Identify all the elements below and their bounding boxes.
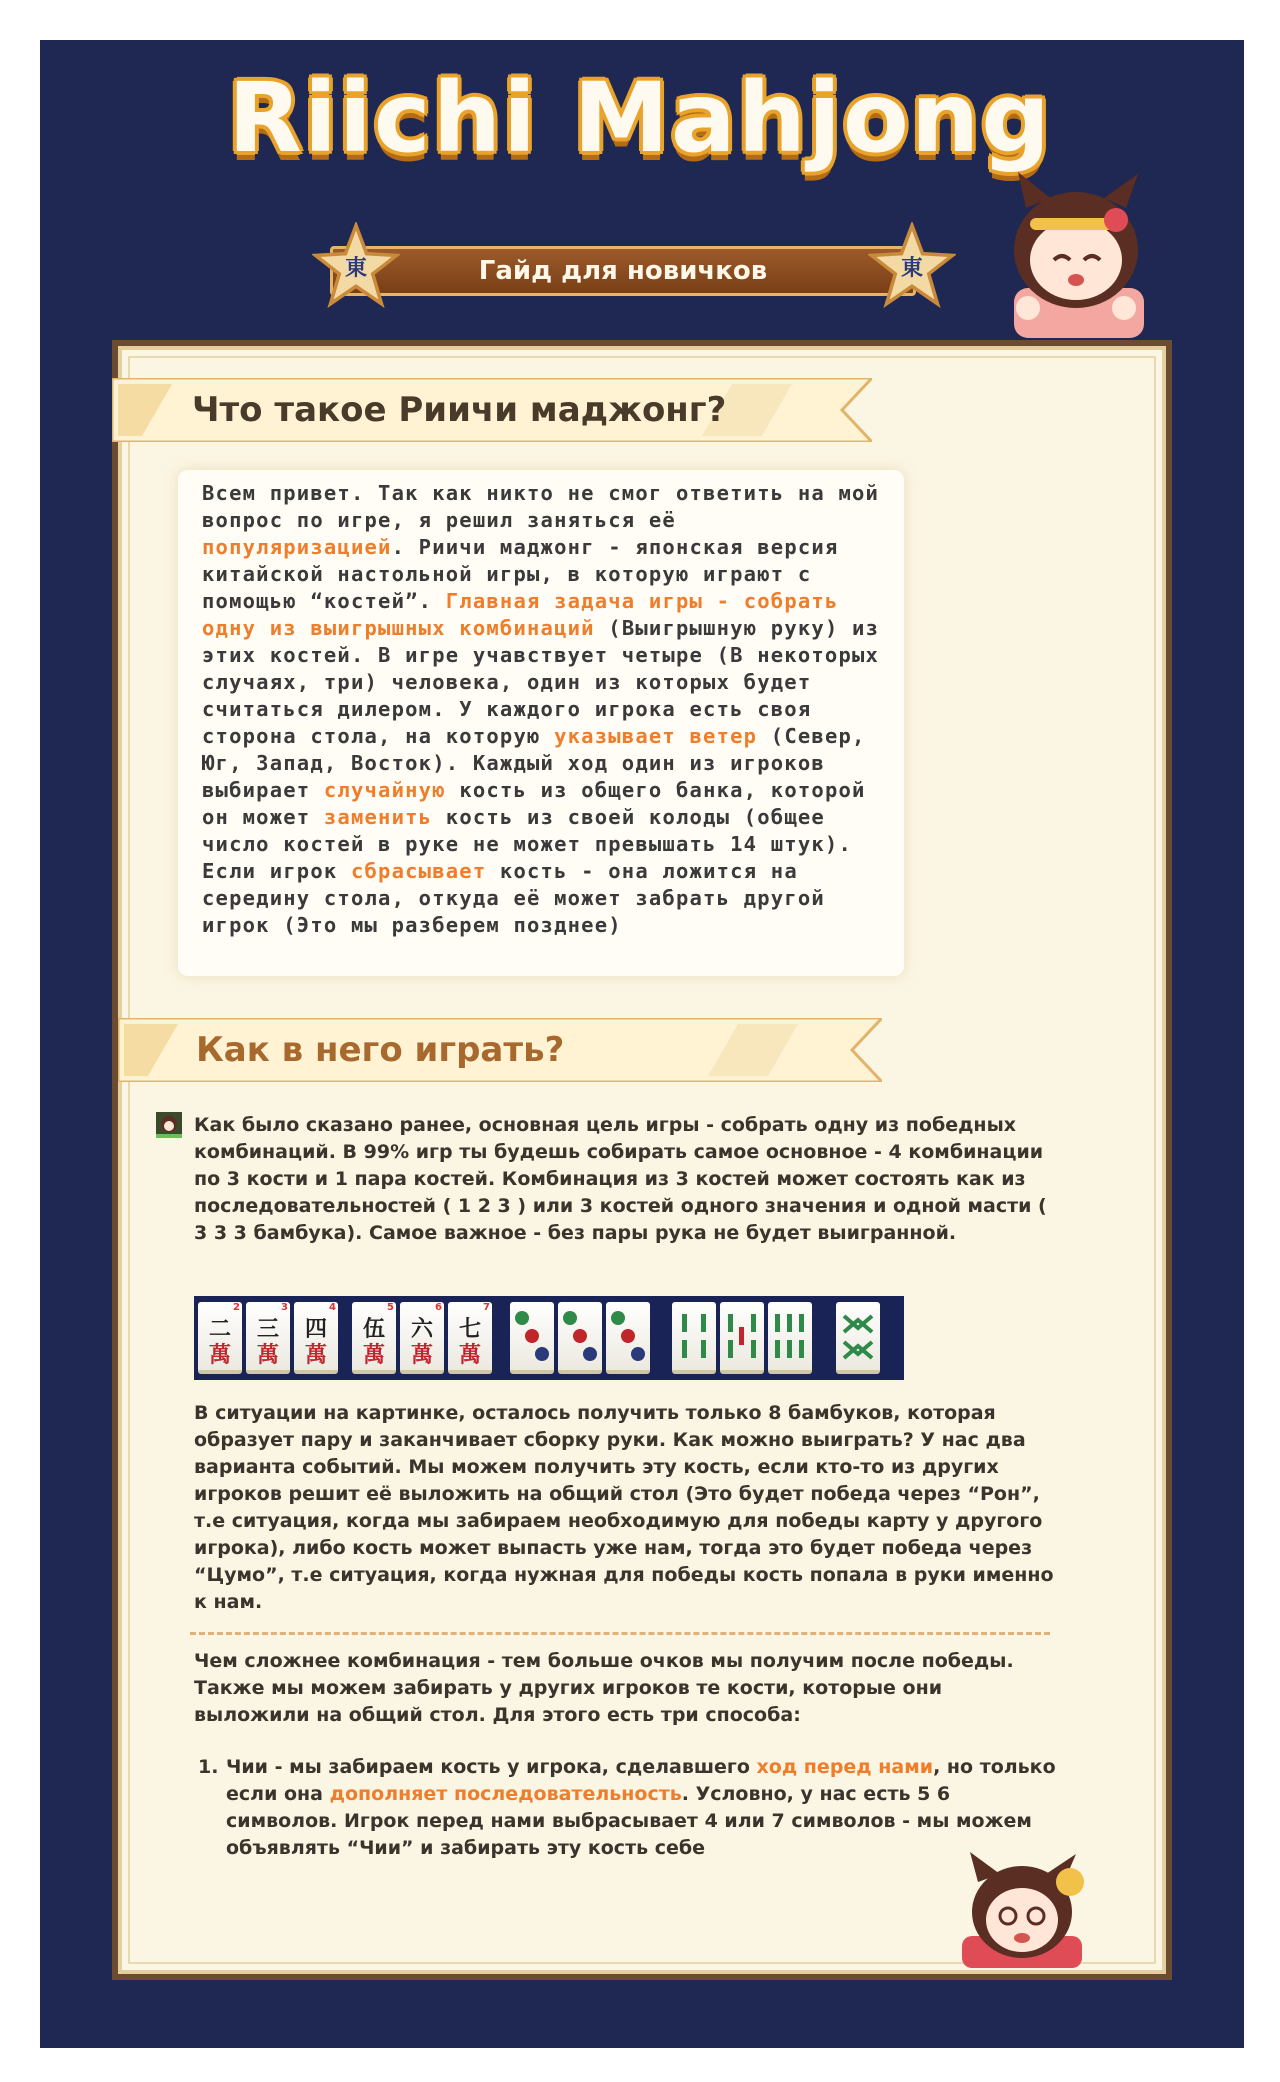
mahjong-tile (400, 1302, 444, 1374)
tile-number: 2 (233, 1302, 240, 1313)
tile-glyph: 四 (304, 1317, 327, 1342)
circle-tile (510, 1302, 554, 1374)
circle-tile (558, 1302, 602, 1374)
highlight-text: популяризацией (202, 535, 392, 559)
tile-number: 3 (281, 1302, 288, 1313)
highlight-text: случайную (323, 778, 446, 802)
subtitle-text: Гайд для новичков (478, 256, 768, 286)
text-run: кость из своей колоды (общее число костей в руке не может превышать 14 штук). Если игрок (202, 805, 853, 883)
tile-glyph: 六 (410, 1317, 433, 1342)
star-icon (312, 222, 400, 310)
tile-suit: 萬 (362, 1343, 385, 1368)
tile-glyph: 三 (256, 1317, 279, 1342)
rules-paragraph: Как было сказано ранее, основная цель игры - собрать одну из победных комбинаций. В 99% игр ты будешь собирать самое основное - 4 комбинации по 3 кости и 1 пара костей. Комбинация из 3 костей может состоять как из последовательностей ( 1 2 3 ) или 3 костей одного значения и одной масти ( 3 3 3 бамбука). Самое важное - без пары рука не будет выигранной. (194, 1114, 1047, 1244)
text-run: кость из общего банка, которой он может (202, 778, 866, 829)
mahjong-tile (294, 1302, 338, 1374)
bamboo-tile (836, 1302, 880, 1374)
mascot-illustration (988, 168, 1164, 338)
mahjong-tile (352, 1302, 396, 1374)
highlight-text: Главная задача игры - собрать одну из выигрышных комбинаций (202, 589, 839, 640)
page-title: Riichi Mahjong (228, 62, 1052, 174)
tile-glyph: 七 (458, 1317, 481, 1342)
calls-list (198, 1754, 1058, 1862)
list-item (198, 1754, 1058, 1862)
text-run: Чии - мы забираем кость у игрока, сделавшего (226, 1756, 757, 1778)
tile-suit: 萬 (458, 1343, 481, 1368)
highlight-text: указывает ветер (554, 724, 758, 748)
tile-number: 7 (483, 1302, 490, 1313)
highlight-text: ход перед нами (756, 1756, 934, 1778)
text-run: кость - она ложится на середину стола, откуда её может забрать другой игрок (Это мы разберем позднее) (202, 859, 825, 937)
section-heading: Что такое Риичи маджонг? (192, 390, 727, 430)
mascot-illustration (952, 1852, 1092, 1968)
calls-intro-paragraph: Чем сложнее комбинация - тем больше очков мы получим после победы. Также мы можем забирать у других игроков те кости, которые они выложили на общий стол. Для этого есть три способа: (194, 1650, 1014, 1726)
list-item-text (226, 1754, 1058, 1862)
text-run: , но только если она (226, 1756, 1056, 1805)
text-run: (Север, Юг, Запад, Восток). Каждый ход один из игроков выбирает (202, 724, 866, 802)
text-run: (Выигрышную руку) из этих костей. В игре учавствует четыре (В некоторых случаях, три) человека, один из которых будет считаться дилером. У каждого игрока есть своя сторона стола, на которую (202, 616, 880, 748)
section-heading-ribbon (112, 378, 872, 442)
tile-number: 5 (387, 1302, 394, 1313)
tile-suit: 萬 (304, 1343, 327, 1368)
tile-number: 6 (435, 1302, 442, 1313)
mahjong-tile (448, 1302, 492, 1374)
mahjong-tile (198, 1302, 242, 1374)
text-run: . Условно, у нас есть 5 6 символов. Игрок перед нами выбрасывает 4 или 7 символов - мы можем объявлять “Чии” и забирать эту кость себе (226, 1783, 1032, 1859)
tile-suit: 萬 (410, 1343, 433, 1368)
avatar-icon (156, 1112, 182, 1138)
bamboo-tile (768, 1302, 812, 1374)
tile-number: 4 (329, 1302, 336, 1313)
text-run: . Риичи маджонг - японская версия китайской настольной игры, в которую играют с помощью “костей”. (202, 535, 839, 613)
subtitle-banner (330, 246, 916, 296)
dashed-divider (190, 1632, 1050, 1635)
highlight-text: заменить (323, 805, 433, 829)
highlight-text: дополняет последовательность (329, 1783, 682, 1805)
section-heading: Как в него играть? (196, 1030, 565, 1070)
highlight-text: сбрасывает (350, 859, 487, 883)
intro-paragraph (202, 480, 882, 939)
tiles-strip (194, 1296, 904, 1380)
tile-glyph: 伍 (362, 1317, 385, 1342)
list-number: 1. (198, 1756, 219, 1778)
wind-east-glyph: 東 (344, 255, 367, 281)
tile-suit: 萬 (256, 1343, 279, 1368)
circle-tile (606, 1302, 650, 1374)
tile-glyph: 二 (208, 1317, 231, 1342)
bamboo-tile (672, 1302, 716, 1374)
win-explanation-paragraph: В ситуации на картинке, осталось получить только 8 бамбуков, которая образует пару и заканчивает сборку руки. Как можно выиграть? У нас два варианта событий. Мы можем получить эту кость, если кто-то из других игроков решит её выложить на общий стол (Это будет победа через “Рон”, т.е ситуация, когда мы забираем необходимую для победы карту у другого игрока), либо кость может выпасть уже нам, тогда это будет победа через “Цумо”, т.е ситуация, когда нужная для победы кость попала в руки именно к нам. (194, 1402, 1054, 1613)
star-icon (868, 222, 956, 310)
bamboo-tile (720, 1302, 764, 1374)
text-run: Всем привет. Так как никто не смог ответить на мой вопрос по игре, я решил заняться её (202, 481, 880, 532)
mahjong-tile (246, 1302, 290, 1374)
tile-suit: 萬 (208, 1343, 231, 1368)
section-heading-ribbon (118, 1018, 882, 1082)
wind-east-glyph: 東 (900, 255, 923, 281)
